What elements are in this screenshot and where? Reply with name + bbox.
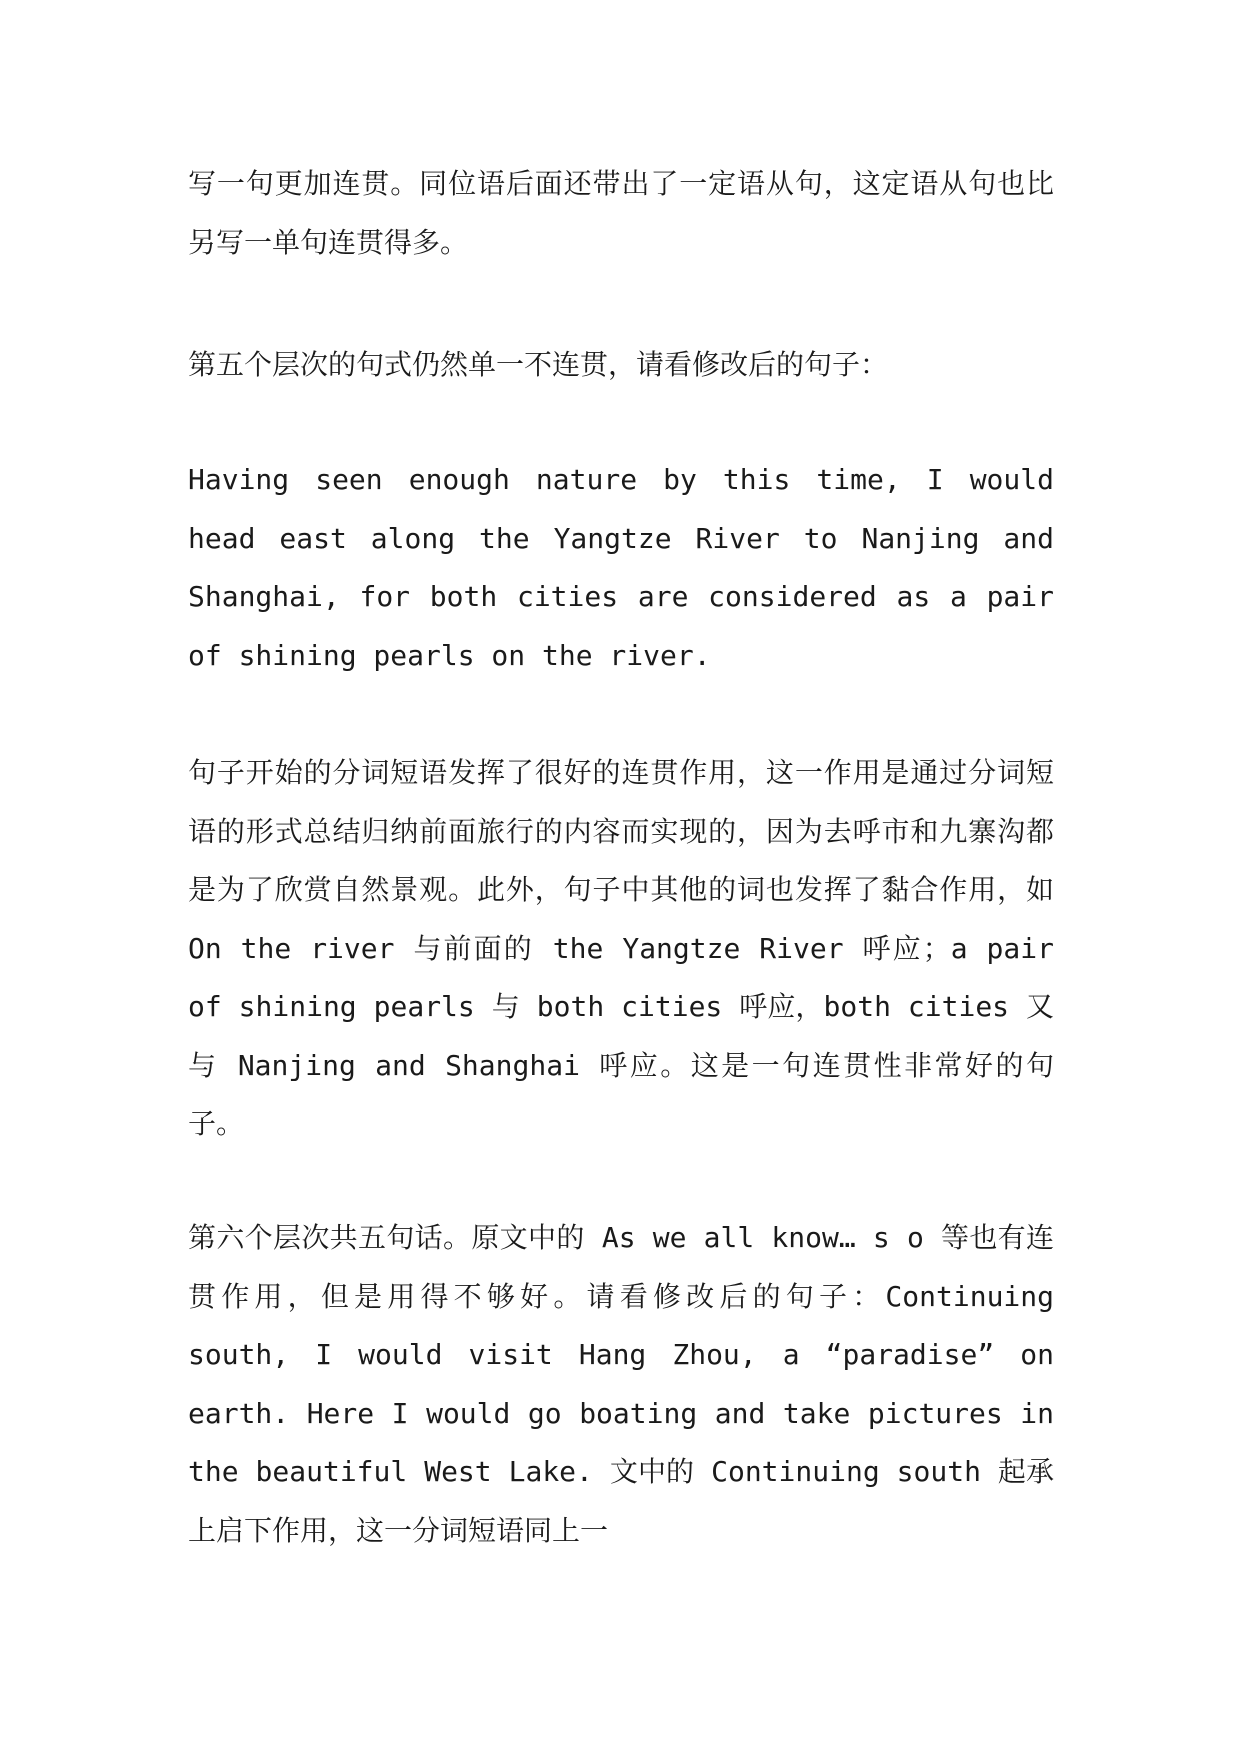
paragraph-level-six: 第六个层次共五句话。原文中的 As we all know… s o 等也有连贯作用，但是用得不够好。请看修改后的句子：Continuing south, I would visit Hang Zhou, a “paradise” on earth. Here I would go boating and take pictures in the beautiful West Lake. 文中的 Continuing south 起承上启下作用，这一分词短语同上一 <box>188 1221 1054 1547</box>
paragraph-appositive-note: 写一句更加连贯。同位语后面还带出了一定语从句，这定语从句也比另写一单句连贯得多。 <box>188 167 1054 259</box>
paragraph-revised-sentence: Having seen enough nature by this time, I would head east along the Yangtze River to Nanjing and Shanghai, for both cities are considered as a pair of shining pearls on the river. <box>188 463 1054 672</box>
paragraph-level-five-intro: 第五个层次的句式仍然单一不连贯，请看修改后的句子： <box>188 348 889 381</box>
paragraph-coherence-analysis: 句子开始的分词短语发挥了很好的连贯作用，这一作用是通过分词短语的形式总结归纳前面旅行的内容而实现的，因为去呼市和九寨沟都是为了欣赏自然景观。此外，句子中其他的词也发挥了黏合作用，如 On the river 与前面的 the Yangtze River 呼应；a pair of shining pearls 与 both cities 呼应，both cities 又与 Nanjing and Shanghai 呼应。这是一句连贯性非常好的句子。 <box>188 756 1054 1140</box>
